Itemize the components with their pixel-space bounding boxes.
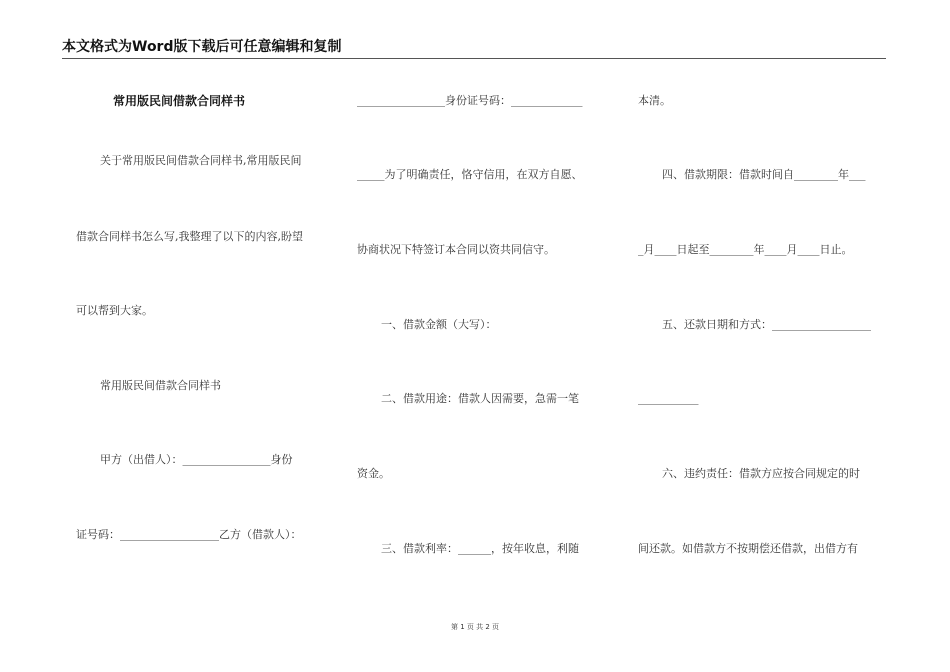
document-title: 常用版民间借款合同样书 <box>113 94 246 108</box>
paragraph-line: 三、借款利率：______，按年收息，利随 <box>381 542 579 555</box>
paragraph-line: 可以帮到大家。 <box>76 304 153 317</box>
paragraph-line: _____为了明确责任，恪守信用，在双方自愿、 <box>357 168 583 181</box>
paragraph-line: 四、借款期限：借款时间自________年___ <box>662 168 866 181</box>
paragraph-line: 五、还款日期和方式：__________________ <box>662 318 871 331</box>
paragraph-line: 证号码：__________________乙方（借款人）： <box>76 528 302 541</box>
paragraph-line: 甲方（出借人）：________________身份 <box>100 453 293 466</box>
paragraph-line: ________________身份证号码：_____________ <box>357 94 583 107</box>
paragraph-line: 六、违约责任：借款方应按合同规定的时 <box>662 467 860 480</box>
paragraph-line: 本清。 <box>638 94 671 107</box>
document-header <box>62 36 886 59</box>
paragraph-line: 常用版民间借款合同样书 <box>100 379 221 392</box>
header-text: 本文格式为Word版下载后可任意编辑和复制 <box>62 39 342 55</box>
paragraph-line: 协商状况下特签订本合同以资共同信守。 <box>357 243 555 256</box>
page-number: 第 1 页 共 2 页 <box>450 623 500 631</box>
paragraph-line: 关于常用版民间借款合同样书,常用版民间 <box>100 154 302 167</box>
paragraph-line: 间还款。如借款方不按期偿还借款，出借方有 <box>638 542 858 555</box>
paragraph-line: 资金。 <box>357 467 390 480</box>
paragraph-line: ___________ <box>638 392 699 405</box>
paragraph-line: 一、借款金额（大写）： <box>381 318 497 331</box>
paragraph-line: _月____日起至________年____月____日止。 <box>638 243 853 256</box>
paragraph-line: 二、借款用途：借款人因需要，急需一笔 <box>381 392 579 405</box>
paragraph-line: 借款合同样书怎么写,我整理了以下的内容,盼望 <box>76 230 303 243</box>
